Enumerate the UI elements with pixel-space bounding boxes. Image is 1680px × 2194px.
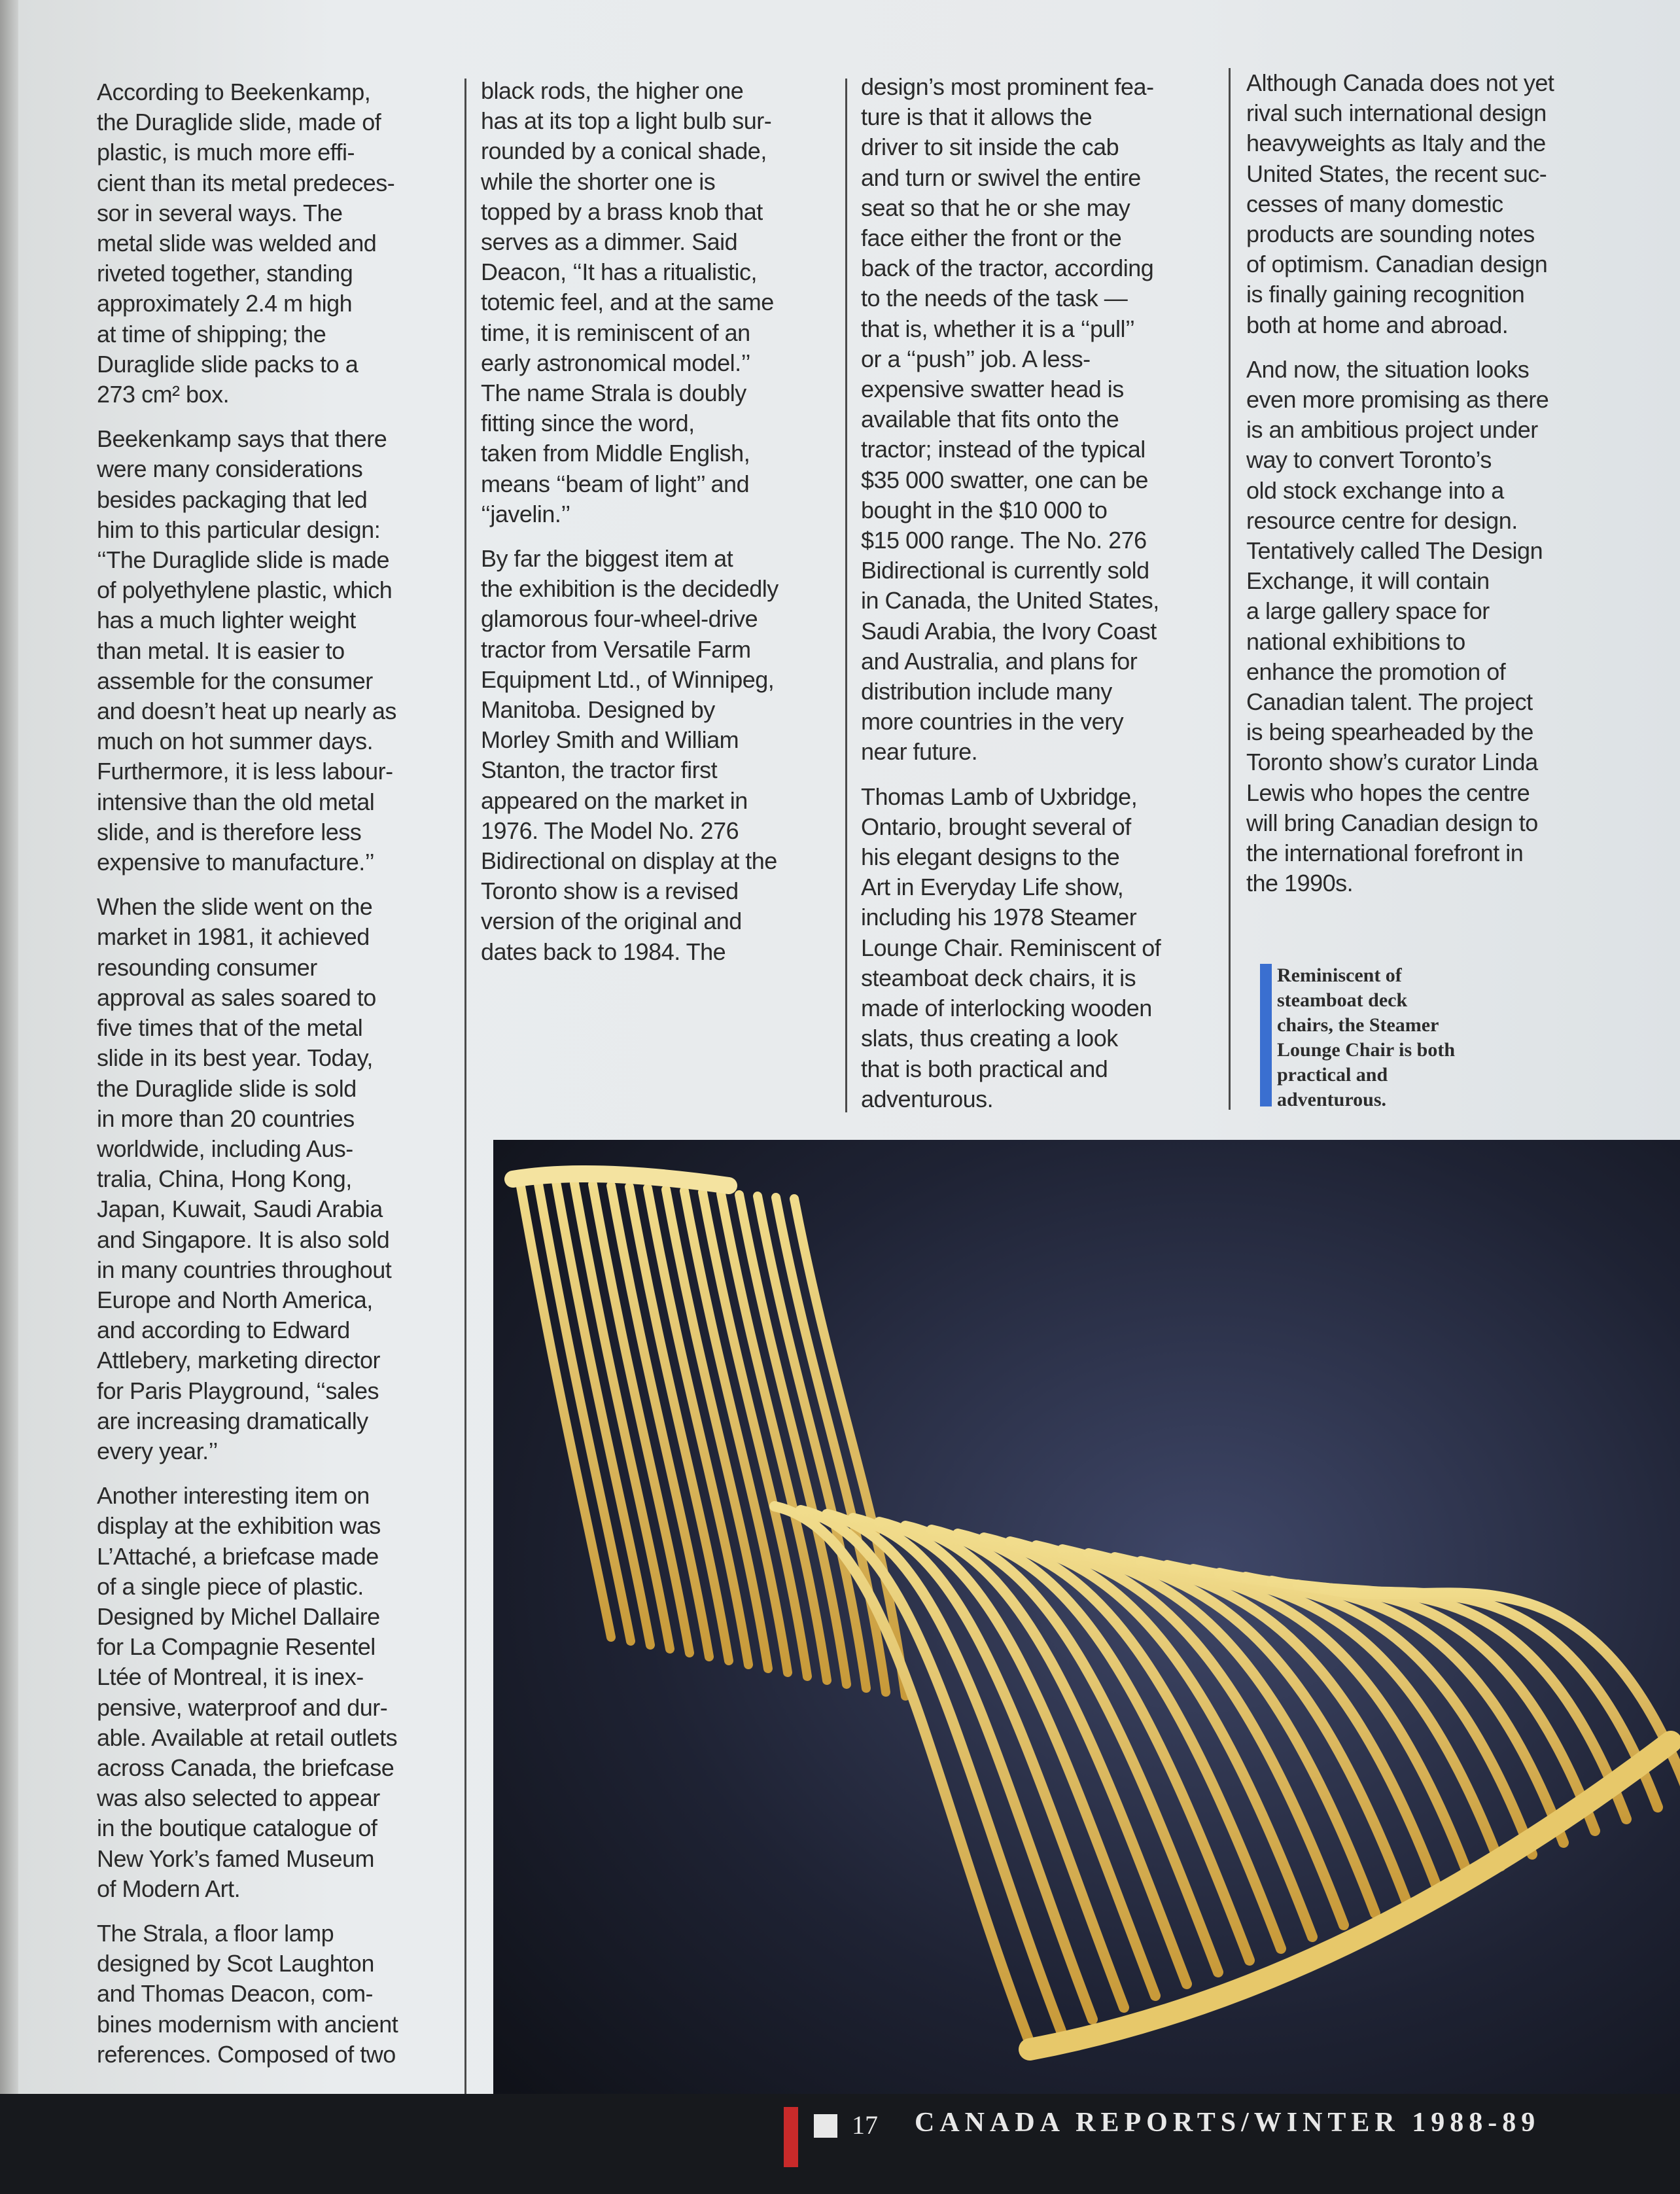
page-number: 17 [852,2110,878,2140]
paragraph: Beekenkamp says that there were many considerations besides packaging that led him to this particular design: ‘‘The Duraglide slide is made of polyethylene plastic, which has a much lighter weight than metal. It is easier to assemble for the consumer and doesn’t heat up nearly as much on hot summer days. Furthermore, it is less labour- intensive than the old metal slide, and is therefore less expensive to manufacture.’’ [97,425,396,876]
article-column-1 [97,77,463,2084]
publication-title: CANADA REPORTS/WINTER 1988-89 [915,2108,1541,2138]
column-rule [845,79,847,1112]
footer-accent-bar [784,2107,798,2167]
article-column-2 [481,76,834,982]
paragraph: black rods, the higher one has at its top a light bulb sur- rounded by a conical shade, while the shorter one is topped by a brass knob that serves as a dimmer. Said Deacon, ‘‘It has a ritualistic, totemic feel, and at the same time, it is reminiscent of an early astronomical model.’’ The name Strala is doubly fitting since the word, taken from Middle English, means ‘‘beam of light’’ and ‘‘javelin.’’ [481,77,774,527]
paragraph: Thomas Lamb of Uxbridge, Ontario, brought several of his elegant designs to the Art in Everyday Life show, including his 1978 Steamer Lounge Chair. Reminiscent of steamboat deck chairs, it is made of interlocking wooden slats, thus creating a look that is both practical and adventurous. [861,783,1161,1112]
paragraph: By far the biggest item at the exhibition is the decidedly glamorous four-wheel-drive tractor from Versatile Farm Equipment Ltd., of Winnipeg, Manitoba. Designed by Morley Smith and William Stanton, the tractor first appeared on the market in 1976. The Model No. 276 Bidirectional on display at the Toronto show is a revised version of the original and dates back to 1984. The [481,545,779,965]
paragraph: design’s most prominent fea- ture is that it allows the driver to sit inside the cab and turn or swivel the entire seat so that he or she may face either the front or the back of the tractor, according to the needs of the task — that is, whether it is a ‘‘pull’’ or a ‘‘push’’ job. A less- expensive swatter head is available that fits onto the tractor; instead of the typical $35 000 swatter, one can be bought in the $10 000 to $15 000 range. The No. 276 Bidirectional is currently sold in Canada, the United States, Saudi Arabia, the Ivory Coast and Australia, and plans for distribution include many more countries in the very near future. [861,73,1159,766]
caption-text: Reminiscent of steamboat deck chairs, the Steamer Lounge Chair is both practical and adventurous. [1277,964,1456,1110]
article-column-3 [861,72,1214,1129]
paragraph: Although Canada does not yet rival such international design heavyweights as Italy and the United States, the recent suc- cesses of many domestic products are sounding notes of optimism. Canadian design is finally gaining recognition both at home and abroad. [1246,69,1554,338]
paragraph: Another interesting item on display at the exhibition was L’Attaché, a briefcase made of a single piece of plastic. Designed by Michel Dallaire for La Compagnie Resentel Ltée of Montreal, it is inex- pensive, waterproof and dur- able. Available at retail outlets across Canada, the briefcase was also selected to appear in the boutique catalogue of New York’s famed Museum of Modern Art. [97,1482,398,1902]
chair-illustration [493,1140,1680,2094]
photo-caption [1257,963,1532,1112]
column-rule [464,79,466,2094]
steamer-lounge-chair-photo [493,1140,1680,2094]
page-gutter-shadow [0,0,18,2194]
article-column-4 [1246,68,1613,913]
paragraph: The Strala, a floor lamp designed by Scot Laughton and Thomas Deacon, com- bines modernism with ancient references. Composed of two [97,1919,398,2068]
paragraph: When the slide went on the market in 1981, it achieved resounding consumer approval as sales soared to five times that of the metal slide in its best year. Today, the Duraglide slide is sold in more than 20 countries worldwide, including Aus- tralia, China, Hong Kong, Japan, Kuwait, Saudi Arabia and Singapore. It is also sold in many countries throughout Europe and North America, and according to Edward Attlebery, marketing director for Paris Playground, ‘‘sales are increasing dramatically every year.’’ [97,893,392,1464]
paragraph: According to Beekenkamp, the Duraglide slide, made of plastic, is much more effi- cient than its metal predeces- sor in several ways. The metal slide was welded and riveted together, standing approximately 2.4 m high at time of shipping; the Duraglide slide packs to a 273 cm² box. [97,79,395,408]
square-icon [814,2114,837,2138]
column-rule [1229,68,1231,1110]
paragraph: And now, the situation looks even more promising as there is an ambitious project under way to convert Toronto’s old stock exchange into a resource centre for design. Tentatively called The Design Exchange, it will contain a large gallery space for national exhibitions to enhance the promotion of Canadian talent. The project is being spearheaded by the Toronto show’s curator Linda Lewis who hopes the centre will bring Canadian design to the international forefront in the 1990s. [1246,355,1549,897]
